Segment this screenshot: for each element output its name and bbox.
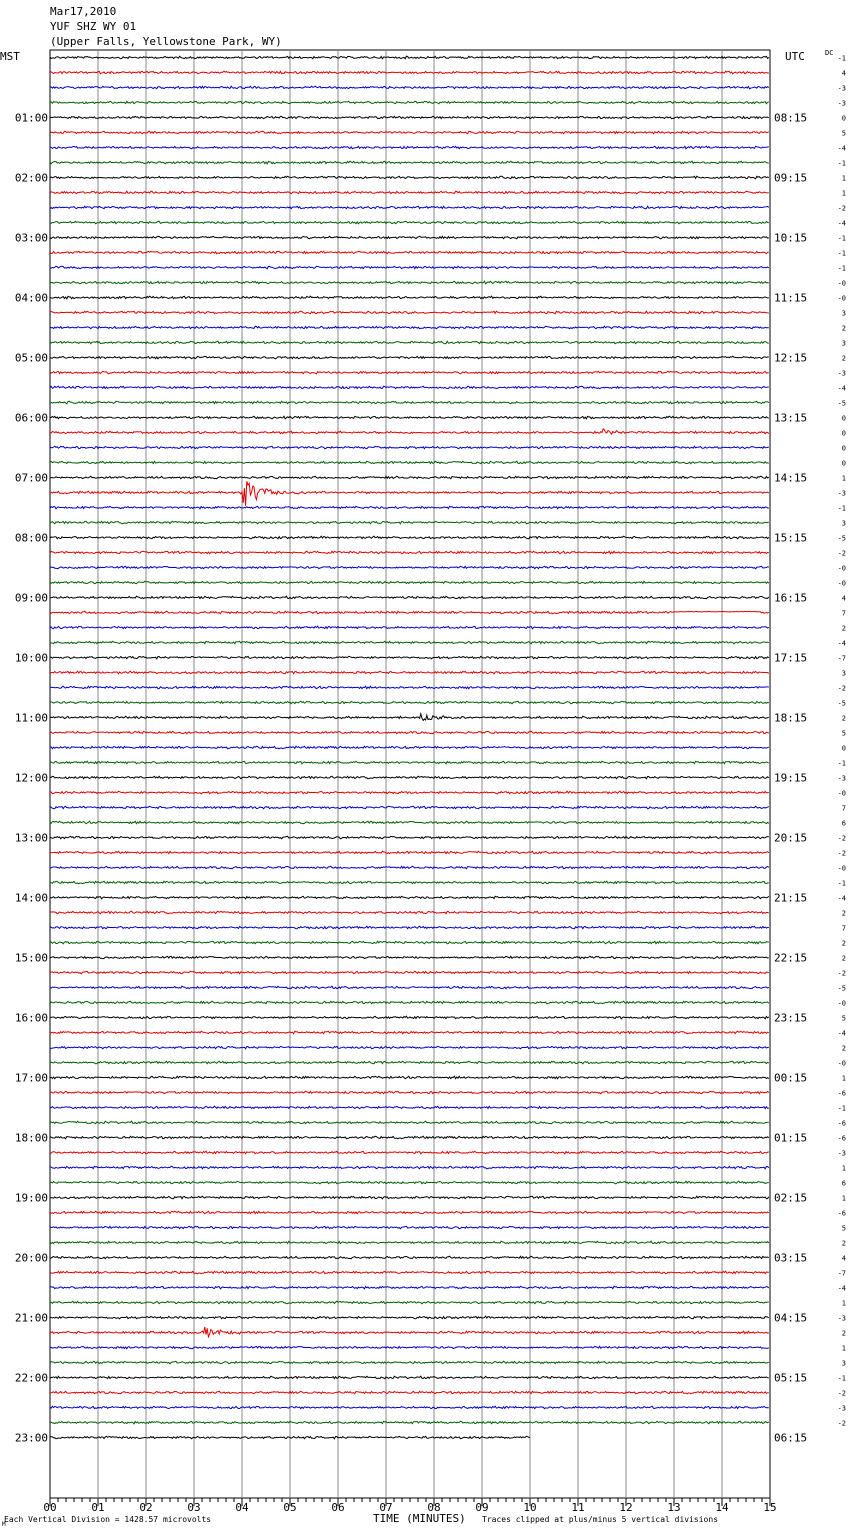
hour-label-utc: 03:15 bbox=[774, 1251, 808, 1265]
seismic-trace bbox=[50, 641, 769, 644]
x-tick-label: 02 bbox=[139, 1501, 153, 1514]
dc-offset-label: 7 bbox=[841, 804, 846, 813]
seismic-trace bbox=[50, 371, 769, 374]
hour-label-utc: 15:15 bbox=[774, 531, 808, 545]
dc-offset-label: -0 bbox=[837, 864, 846, 873]
x-tick-label: 09 bbox=[475, 1501, 489, 1514]
seismic-trace bbox=[50, 176, 769, 179]
hour-label-mst: 09:00 bbox=[14, 591, 48, 605]
seismic-trace bbox=[50, 476, 769, 478]
dc-offset-label: 1 bbox=[841, 1164, 846, 1173]
seismic-trace bbox=[50, 566, 769, 568]
seismic-trace bbox=[50, 521, 769, 524]
hour-label-utc: 12:15 bbox=[774, 351, 808, 365]
seismic-trace bbox=[50, 626, 769, 629]
seismic-trace bbox=[50, 71, 769, 74]
dc-offset-label: 1 bbox=[841, 1344, 846, 1353]
dc-offset-label: 4 bbox=[841, 69, 846, 78]
corner-mark: M bbox=[2, 1521, 6, 1528]
seismic-trace bbox=[50, 221, 769, 223]
dc-offset-label: -4 bbox=[837, 1284, 846, 1293]
seismic-trace bbox=[50, 1256, 769, 1258]
hour-label-utc: 21:15 bbox=[774, 891, 808, 905]
seismic-trace bbox=[50, 1181, 769, 1184]
seismic-trace bbox=[50, 1136, 769, 1139]
dc-offset-label: -4 bbox=[837, 639, 846, 648]
hour-label-mst: 08:00 bbox=[14, 531, 48, 545]
seismic-trace bbox=[50, 326, 769, 329]
hour-label-utc: 23:15 bbox=[774, 1011, 808, 1025]
seismic-trace bbox=[50, 551, 769, 554]
dc-offset-label: -5 bbox=[837, 984, 846, 993]
dc-offset-label: 2 bbox=[841, 1329, 846, 1338]
dc-offset-label: 3 bbox=[841, 309, 846, 318]
seismic-trace bbox=[50, 971, 769, 973]
dc-offset-label: 2 bbox=[841, 624, 846, 633]
seismic-trace bbox=[50, 1196, 769, 1199]
utc-label: UTC bbox=[785, 50, 805, 63]
clip-note: Traces clipped at plus/minus 5 vertical divisions bbox=[482, 1515, 719, 1524]
traces bbox=[50, 56, 769, 1439]
seismic-trace bbox=[50, 1211, 769, 1214]
hour-label-mst: 20:00 bbox=[14, 1251, 48, 1265]
hour-label-mst: 05:00 bbox=[14, 351, 48, 365]
seismic-trace bbox=[50, 1001, 769, 1004]
dc-offset-label: -0 bbox=[837, 564, 846, 573]
dc-label: DC bbox=[825, 49, 834, 57]
dc-offset-label: -6 bbox=[837, 1089, 846, 1098]
dc-offset-label: -2 bbox=[837, 549, 846, 558]
hour-label-mst: 23:00 bbox=[14, 1431, 48, 1445]
hour-label-mst: 06:00 bbox=[14, 411, 48, 425]
hour-label-utc: 16:15 bbox=[774, 591, 808, 605]
seismic-trace bbox=[50, 1151, 769, 1154]
seismic-trace bbox=[50, 761, 769, 764]
dc-offset-label: -6 bbox=[837, 1209, 846, 1218]
dc-offset-label: -5 bbox=[837, 534, 846, 543]
seismic-trace bbox=[50, 806, 769, 809]
seismic-trace bbox=[50, 1376, 769, 1379]
dc-offset-label: -0 bbox=[837, 279, 846, 288]
dc-offset-label: 7 bbox=[841, 609, 846, 618]
seismic-trace bbox=[50, 1061, 769, 1064]
dc-offset-label: -1 bbox=[837, 54, 846, 63]
x-tick-label: 14 bbox=[715, 1501, 729, 1514]
x-tick-label: 08 bbox=[427, 1501, 441, 1514]
dc-offset-label: 2 bbox=[841, 714, 846, 723]
station-label: YUF SHZ WY 01 bbox=[50, 20, 137, 33]
dc-offset-label: 1 bbox=[841, 474, 846, 483]
dc-offset-label: -3 bbox=[837, 1149, 846, 1158]
dc-offset-label: -4 bbox=[837, 1029, 846, 1038]
dc-offset-label: -0 bbox=[837, 1059, 846, 1068]
seismic-trace bbox=[50, 506, 769, 509]
seismic-trace bbox=[50, 1076, 769, 1079]
dc-offset-label: -7 bbox=[837, 1269, 846, 1278]
dc-offset-label: 3 bbox=[841, 669, 846, 678]
dc-offset-label: 1 bbox=[841, 189, 846, 198]
dc-offset-label: 2 bbox=[841, 939, 846, 948]
dc-offset-label: 6 bbox=[841, 819, 846, 828]
seismic-trace bbox=[50, 1361, 769, 1363]
dc-offset-label: -6 bbox=[837, 1134, 846, 1143]
dc-offset-label: 0 bbox=[841, 414, 846, 423]
seismic-trace bbox=[50, 1226, 769, 1228]
hour-label-mst: 16:00 bbox=[14, 1011, 48, 1025]
hour-label-mst: 18:00 bbox=[14, 1131, 48, 1145]
seismic-trace bbox=[50, 731, 769, 733]
dc-offset-label: 4 bbox=[841, 594, 846, 603]
dc-offset-label: 1 bbox=[841, 1074, 846, 1083]
dc-offset-label: -1 bbox=[837, 159, 846, 168]
hour-label-utc: 14:15 bbox=[774, 471, 808, 485]
seismic-trace bbox=[50, 881, 769, 884]
seismic-trace bbox=[50, 821, 769, 824]
dc-offset-label: 2 bbox=[841, 1044, 846, 1053]
seismic-trace bbox=[50, 596, 769, 599]
dc-offset-label: 5 bbox=[841, 129, 846, 138]
hour-label-utc: 18:15 bbox=[774, 711, 808, 725]
x-tick-label: 10 bbox=[523, 1501, 537, 1514]
dc-offset-label: -3 bbox=[837, 369, 846, 378]
seismic-trace bbox=[50, 1031, 769, 1033]
seismic-trace bbox=[50, 581, 769, 583]
seismic-trace bbox=[50, 1406, 769, 1409]
x-tick-label: 06 bbox=[331, 1501, 345, 1514]
hour-label-mst: 13:00 bbox=[14, 831, 48, 845]
dc-offset-label: 0 bbox=[841, 429, 846, 438]
seismic-trace bbox=[50, 1241, 769, 1244]
seismic-trace bbox=[50, 386, 769, 388]
x-tick-label: 11 bbox=[571, 1501, 585, 1514]
seismic-trace bbox=[50, 926, 769, 929]
dc-offset-label: -0 bbox=[837, 294, 846, 303]
dc-offset-label: -3 bbox=[837, 99, 846, 108]
seismic-trace bbox=[50, 86, 769, 89]
dc-offset-label: -4 bbox=[837, 384, 846, 393]
dc-offset-label: -4 bbox=[837, 144, 846, 153]
seismic-trace bbox=[50, 1121, 769, 1123]
dc-offset-label: -5 bbox=[837, 399, 846, 408]
dc-offset-label: 5 bbox=[841, 1014, 846, 1023]
seismic-trace bbox=[50, 1091, 769, 1093]
dc-offset-label: 3 bbox=[841, 519, 846, 528]
seismic-trace bbox=[50, 1286, 769, 1289]
hour-label-mst: 21:00 bbox=[14, 1311, 48, 1325]
seismic-trace bbox=[50, 536, 769, 539]
x-tick-label: 15 bbox=[763, 1501, 777, 1514]
dc-offset-label: -6 bbox=[837, 1119, 846, 1128]
dc-offset-label: -2 bbox=[837, 834, 846, 843]
seismic-trace bbox=[50, 101, 769, 104]
seismic-trace bbox=[50, 851, 769, 854]
seismic-trace bbox=[50, 116, 769, 119]
hour-label-utc: 06:15 bbox=[774, 1431, 808, 1445]
seismic-trace bbox=[50, 1327, 769, 1337]
dc-offset-label: 6 bbox=[841, 1179, 846, 1188]
dc-offset-label: -1 bbox=[837, 504, 846, 513]
dc-offset-label: -0 bbox=[837, 999, 846, 1008]
seismic-trace bbox=[50, 1346, 769, 1348]
hour-label-mst: 17:00 bbox=[14, 1071, 48, 1085]
hour-label-utc: 20:15 bbox=[774, 831, 808, 845]
mst-label: MST bbox=[0, 50, 20, 63]
dc-offset-label: -1 bbox=[837, 234, 846, 243]
seismic-trace bbox=[50, 701, 769, 703]
seismic-trace bbox=[50, 401, 769, 404]
hour-label-utc: 19:15 bbox=[774, 771, 808, 785]
seismic-trace bbox=[50, 836, 769, 838]
dc-offset-label: 0 bbox=[841, 444, 846, 453]
hour-label-utc: 04:15 bbox=[774, 1311, 808, 1325]
seismic-trace bbox=[50, 1316, 769, 1319]
x-tick-label: 03 bbox=[187, 1501, 201, 1514]
dc-offset-label: -1 bbox=[837, 249, 846, 258]
dc-offset-label: -7 bbox=[837, 654, 846, 663]
dc-offset-label: -2 bbox=[837, 849, 846, 858]
seismic-trace bbox=[50, 714, 769, 721]
dc-offset-label: -3 bbox=[837, 774, 846, 783]
dc-offset-label: 2 bbox=[841, 954, 846, 963]
dc-offset-label: 2 bbox=[841, 909, 846, 918]
dc-offset-label: -4 bbox=[837, 219, 846, 228]
hour-label-utc: 13:15 bbox=[774, 411, 808, 425]
dc-offset-label: 0 bbox=[841, 114, 846, 123]
dc-offset-label: -3 bbox=[837, 489, 846, 498]
hour-label-mst: 14:00 bbox=[14, 891, 48, 905]
dc-offset-label: 3 bbox=[841, 1359, 846, 1368]
x-tick-label: 13 bbox=[667, 1501, 681, 1514]
seismic-trace bbox=[50, 356, 769, 358]
hour-label-utc: 10:15 bbox=[774, 231, 808, 245]
hour-label-mst: 15:00 bbox=[14, 951, 48, 965]
seismic-trace bbox=[50, 296, 769, 299]
seismic-trace bbox=[50, 1166, 769, 1169]
hour-label-utc: 17:15 bbox=[774, 651, 808, 665]
seismic-trace bbox=[50, 956, 769, 958]
hour-label-mst: 12:00 bbox=[14, 771, 48, 785]
dc-offset-label: -2 bbox=[837, 969, 846, 978]
hour-label-mst: 01:00 bbox=[14, 111, 48, 125]
date-label: Mar17,2010 bbox=[50, 5, 117, 18]
seismic-trace bbox=[50, 429, 769, 434]
seismic-trace bbox=[50, 1106, 769, 1109]
hour-label-mst: 22:00 bbox=[14, 1371, 48, 1385]
hour-label-mst: 02:00 bbox=[14, 171, 48, 185]
dc-offset-label: -2 bbox=[837, 1419, 846, 1428]
dc-offset-label: -3 bbox=[837, 84, 846, 93]
x-tick-label: 05 bbox=[283, 1501, 297, 1514]
seismic-trace bbox=[50, 1271, 769, 1274]
seismic-trace bbox=[50, 671, 769, 674]
dc-offset-label: -4 bbox=[837, 894, 846, 903]
seismic-trace bbox=[50, 341, 769, 344]
hour-label-utc: 09:15 bbox=[774, 171, 808, 185]
hour-label-utc: 11:15 bbox=[774, 291, 808, 305]
seismic-trace bbox=[50, 1301, 769, 1304]
seismic-trace bbox=[50, 146, 769, 149]
seismic-trace bbox=[50, 1016, 769, 1019]
dc-offset-label: 2 bbox=[841, 354, 846, 363]
hour-label-utc: 05:15 bbox=[774, 1371, 808, 1385]
seismic-trace bbox=[50, 656, 769, 659]
hour-label-mst: 11:00 bbox=[14, 711, 48, 725]
dc-offset-label: -1 bbox=[837, 759, 846, 768]
hour-label-mst: 04:00 bbox=[14, 291, 48, 305]
seismic-trace bbox=[50, 281, 769, 284]
hour-label-utc: 22:15 bbox=[774, 951, 808, 965]
hour-label-mst: 10:00 bbox=[14, 651, 48, 665]
dc-offset-label: 5 bbox=[841, 729, 846, 738]
dc-offset-label: -3 bbox=[837, 1314, 846, 1323]
seismic-trace bbox=[50, 266, 769, 269]
dc-offset-label: -1 bbox=[837, 264, 846, 273]
seismic-trace bbox=[50, 611, 769, 614]
seismic-trace bbox=[50, 416, 769, 419]
seismic-trace bbox=[50, 686, 769, 689]
dc-offset-label: 2 bbox=[841, 324, 846, 333]
seismic-trace bbox=[50, 446, 769, 448]
hour-label-utc: 02:15 bbox=[774, 1191, 808, 1205]
hour-label-utc: 00:15 bbox=[774, 1071, 808, 1085]
x-tick-label: 01 bbox=[91, 1501, 105, 1514]
seismic-trace bbox=[50, 161, 769, 164]
seismic-trace bbox=[50, 941, 769, 944]
seismic-trace bbox=[50, 911, 769, 914]
dc-offset-label: 3 bbox=[841, 339, 846, 348]
dc-offset-label: -2 bbox=[837, 684, 846, 693]
dc-offset-label: -5 bbox=[837, 699, 846, 708]
dc-offset-label: 1 bbox=[841, 1299, 846, 1308]
seismic-trace bbox=[50, 1421, 769, 1424]
location-label: (Upper Falls, Yellowstone Park, WY) bbox=[50, 35, 282, 48]
dc-offset-label: -0 bbox=[837, 789, 846, 798]
hour-label-mst: 07:00 bbox=[14, 471, 48, 485]
dc-offset-label: -2 bbox=[837, 204, 846, 213]
seismic-trace bbox=[50, 866, 769, 868]
seismic-trace bbox=[50, 236, 769, 239]
seismic-trace bbox=[50, 896, 769, 899]
seismic-trace bbox=[50, 481, 769, 506]
seismic-trace bbox=[50, 311, 769, 314]
seismic-trace bbox=[50, 776, 769, 779]
seismic-trace bbox=[50, 791, 769, 794]
dc-offset-label: -0 bbox=[837, 579, 846, 588]
seismic-trace bbox=[50, 191, 769, 194]
x-tick-label: 00 bbox=[43, 1501, 57, 1514]
seismic-trace bbox=[50, 461, 769, 464]
dc-offset-label: -1 bbox=[837, 1374, 846, 1383]
x-tick-label: 12 bbox=[619, 1501, 633, 1514]
dc-offset-label: 1 bbox=[841, 1194, 846, 1203]
dc-offset-label: 2 bbox=[841, 1239, 846, 1248]
dc-offset-label: 7 bbox=[841, 924, 846, 933]
seismic-trace bbox=[50, 1391, 769, 1394]
seismic-trace bbox=[50, 131, 769, 133]
seismic-trace bbox=[50, 986, 769, 989]
dc-offset-label: -3 bbox=[837, 1404, 846, 1413]
hour-label-utc: 01:15 bbox=[774, 1131, 808, 1145]
seismic-trace bbox=[50, 206, 769, 209]
seismic-trace bbox=[50, 56, 769, 59]
dc-offset-label: -2 bbox=[837, 1389, 846, 1398]
hour-label-utc: 08:15 bbox=[774, 111, 808, 125]
x-tick-label: 07 bbox=[379, 1501, 393, 1514]
dc-offset-label: -1 bbox=[837, 1104, 846, 1113]
hour-label-mst: 03:00 bbox=[14, 231, 48, 245]
dc-offset-label: 4 bbox=[841, 1254, 846, 1263]
x-tick-label: 04 bbox=[235, 1501, 249, 1514]
labels bbox=[15, 55, 846, 1445]
dc-offset-label: 0 bbox=[841, 744, 846, 753]
hour-label-mst: 19:00 bbox=[14, 1191, 48, 1205]
dc-offset-label: 1 bbox=[841, 174, 846, 183]
scale-note: Each Vertical Division = 1428.57 microvolts bbox=[4, 1515, 212, 1524]
x-axis-title: TIME (MINUTES) bbox=[373, 1512, 466, 1525]
seismic-trace bbox=[50, 746, 769, 749]
dc-offset-label: 0 bbox=[841, 459, 846, 468]
seismic-trace bbox=[50, 1046, 769, 1049]
seismic-trace bbox=[50, 251, 769, 254]
dc-offset-label: 5 bbox=[841, 1224, 846, 1233]
dc-offset-label: -1 bbox=[837, 879, 846, 888]
